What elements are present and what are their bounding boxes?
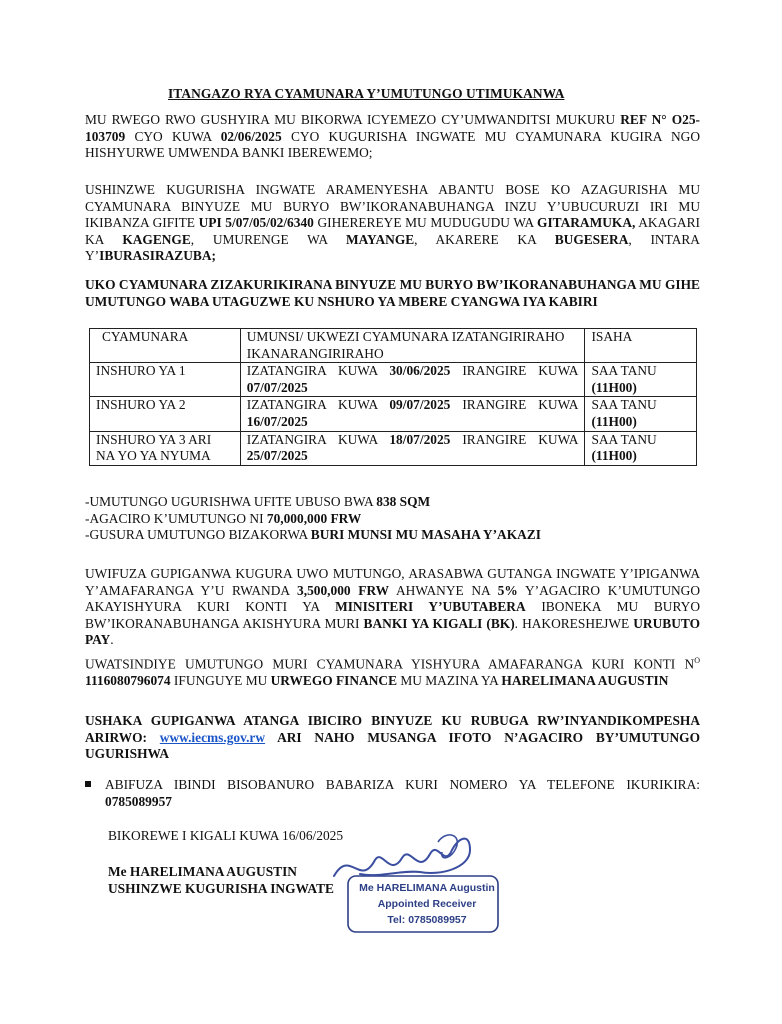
bank-name: BANKI YA KIGALI (BK): [363, 615, 515, 631]
property-text: USHINZWE KUGURISHA INGWATE ARAMENYESHA ABANTU BOSE KO AZAGURISHA MU CYAMUNARA BINYUZE MU BURYO BW’IKORANABUHANGA INZU Y’UBUCURUZI IRI MU IKIBANZA GIFITE: [85, 182, 700, 231]
deposit-text: IBONEKA MU BURYO BW’IKORANABUHANGA AKISHYURA MURI: [85, 599, 700, 631]
deposit-text: AHWANYE NA: [389, 582, 498, 598]
fact-visit: [85, 527, 700, 544]
dates-text: IZATANGIRA KUWA: [246, 397, 390, 413]
time-value: (11H00): [591, 379, 637, 395]
ministry-name: MINISITERI Y’UBUTABERA: [335, 599, 526, 615]
finance-institution: URWEGO FINANCE: [270, 673, 397, 689]
auction-schedule-table: [89, 328, 697, 466]
time-label: SAA TANU: [591, 431, 657, 447]
property-facts: [85, 494, 700, 544]
time-label: SAA TANU: [591, 397, 657, 413]
paragraph-property: [85, 182, 700, 265]
contact-phone: 0785089957: [105, 793, 172, 809]
dates-text: IZATANGIRA KUWA: [246, 363, 390, 379]
deposit-percent: 5%: [497, 582, 518, 598]
fact-text: -AGACIRO K’UMUTUNGO NI: [85, 510, 267, 526]
paragraph-payment: [85, 653, 700, 690]
signatory-name: Me HARELIMANA AUGUSTIN: [108, 864, 297, 879]
account-number: 1116080796074: [85, 673, 171, 689]
signature-scribble: [334, 839, 470, 876]
dates-line: [247, 432, 579, 449]
end-date: 07/07/2025: [246, 379, 308, 395]
table-row: [90, 397, 697, 431]
contact-text: [105, 777, 700, 810]
deposit-text: . HAKORESHEJWE: [514, 615, 634, 631]
header-dates: UMUNSI/ UKWEZI CYAMUNARA IZATANGIRIRAHO IKANARANGIRIRAHO: [240, 329, 585, 363]
notice-title: ITANGAZO RYA CYAMUNARA Y’UMUTUNGO UTIMUKANWA: [168, 86, 565, 101]
dates-text: IRANGIRE KUWA: [450, 363, 579, 379]
payment-text: MU MAZINA YA: [397, 673, 502, 689]
fact-text: -GUSURA UMUTUNGO BIZAKORWA: [85, 527, 311, 543]
property-text: , AKARERE KA: [414, 231, 555, 247]
end-date: 25/07/2025: [246, 448, 308, 464]
stamp-line-phone: Tel: 0785089957: [387, 914, 467, 926]
intro-text: CYO KUGURISHA INGWATE MU CYAMUNARA KUGIRA NGO HISHYURWE UMWENDA BANKI IBEREWEMO;: [85, 128, 700, 161]
reference-number: REF N° O25-103709: [85, 112, 700, 144]
dates-cell: [240, 431, 585, 465]
paragraph-intro: [85, 112, 700, 162]
time-value: (11H00): [591, 413, 637, 429]
round-cell: INSHURO YA 3 ARI NA YO YA NYUMA: [90, 431, 241, 465]
deposit-text: Y’AGACIRO K’UMUTUNGO AKAYISHYURA KURI KONTI YA: [85, 582, 701, 615]
time-cell: [585, 397, 697, 431]
dates-cell: [240, 397, 585, 431]
round-cell: INSHURO YA 1: [90, 363, 241, 397]
time-value: (11H00): [591, 448, 637, 464]
table-header-row: [90, 329, 697, 363]
iecms-link[interactable]: www.iecms.gov.rw: [159, 729, 266, 745]
end-date: 16/07/2025: [246, 413, 308, 429]
intro-text: MU RWEGO RWO GUSHYIRA MU BIKORWA ICYEMEZO CY’UMWANDITSI MUKURU: [85, 112, 621, 127]
header-time: ISAHA: [585, 329, 697, 363]
property-village: GITARAMUKA,: [537, 215, 636, 231]
bidding-text: USHAKA GUPIGANWA ATANGA IBICIRO BINYUZE KU RUBUGA RW’INYANDIKOMPESHA ARIRWO:: [85, 713, 700, 745]
dates-text: IRANGIRE KUWA: [450, 431, 579, 447]
fact-text: -UMUTUNGO UGURISHWA UFITE UBUSO BWA: [85, 494, 377, 509]
stamp-line-name: Me HARELIMANA Augustin: [359, 882, 495, 894]
time-cell: [585, 363, 697, 397]
property-text: AKAGARI KA: [85, 215, 700, 247]
bullet-square-icon: [85, 781, 91, 787]
place-and-date: BIKOREWE I KIGALI KUWA 16/06/2025: [108, 828, 344, 843]
time-label: SAA TANU: [591, 363, 657, 379]
deposit-text: .: [110, 632, 114, 648]
start-date: 09/07/2025: [389, 397, 451, 413]
property-text: GIHEREREYE MU MUDUGUDU WA: [313, 215, 538, 231]
dates-cell: [240, 363, 585, 397]
dates-line: [247, 397, 579, 414]
payment-text: UWATSINDIYE UMUTUNGO MURI CYAMUNARA YISHYURA AMAFARANGA KURI KONTI N: [85, 656, 695, 672]
property-district: BUGESERA: [554, 231, 629, 247]
bidding-text: ARI NAHO MUSANGA IFOTO N’AGACIRO BY’UMUTUNGO UGURISHWA: [85, 729, 700, 762]
deposit-amount: 3,500,000 FRW: [297, 582, 390, 598]
property-cell: KAGENGE: [122, 231, 191, 247]
intro-text: CYO KUWA: [125, 128, 221, 144]
account-holder: HARELIMANA AUGUSTIN: [501, 673, 669, 689]
dates-text: IZATANGIRA KUWA: [246, 431, 390, 447]
contact-label: ABIFUZA IBINDI BISOBANURO BABARIZA KURI NOMERO YA TELEFONE IKURIKIRA:: [105, 777, 700, 792]
table-row: [90, 363, 697, 397]
header-auction: CYAMUNARA: [90, 329, 241, 363]
property-sector: MAYANGE: [345, 231, 415, 247]
number-superscript: O: [694, 656, 700, 665]
property-upi: UPI 5/07/05/02/6340: [198, 215, 314, 231]
dates-text: IRANGIRE KUWA: [450, 397, 579, 413]
payment-text: IFUNGUYE MU: [170, 673, 271, 689]
round-cell: INSHURO YA 2: [90, 397, 241, 431]
start-date: 18/07/2025: [389, 431, 451, 447]
decision-date: 02/06/2025: [220, 128, 282, 144]
deposit-text: UWIFUZA GUPIGANWA KUGURA UWO MUTUNGO, ARASABWA GUTANGA INGWATE Y’IPIGANWA Y’AMAFARANGA Y’U RWANDA: [85, 566, 700, 598]
payment-platform: URUBUTO PAY: [85, 615, 700, 648]
dates-line: [247, 363, 579, 380]
property-text: , UMURENGE WA: [190, 231, 346, 247]
property-province: IBURASIRAZUBA;: [99, 248, 216, 264]
fact-value: 70,000,000 FRW: [266, 510, 362, 526]
signatory-role: USHINZWE KUGURISHA INGWATE: [108, 881, 334, 896]
start-date: 30/06/2025: [389, 363, 451, 379]
fact-area: [85, 494, 700, 511]
time-cell: [585, 431, 697, 465]
fact-value-line: [85, 511, 700, 528]
paragraph-deposit: [85, 566, 700, 649]
fact-value: 838 SQM: [376, 494, 431, 509]
paragraph-bidding: [85, 713, 700, 763]
property-text: , INTARA Y’: [85, 231, 700, 264]
paragraph-auction-rounds: UKO CYAMUNARA ZIZAKURIKIRANA BINYUZE MU BURYO BW’IKORANABUHANGA MU GIHE UMUTUNGO WABA UTAGUZWE KU NSHURO YA MBERE CYANGWA IYA KABIRI: [85, 277, 700, 309]
fact-value: BURI MUNSI MU MASAHA Y’AKAZI: [310, 527, 541, 543]
stamp-line-title: Appointed Receiver: [377, 898, 477, 910]
table-row: [90, 431, 697, 465]
